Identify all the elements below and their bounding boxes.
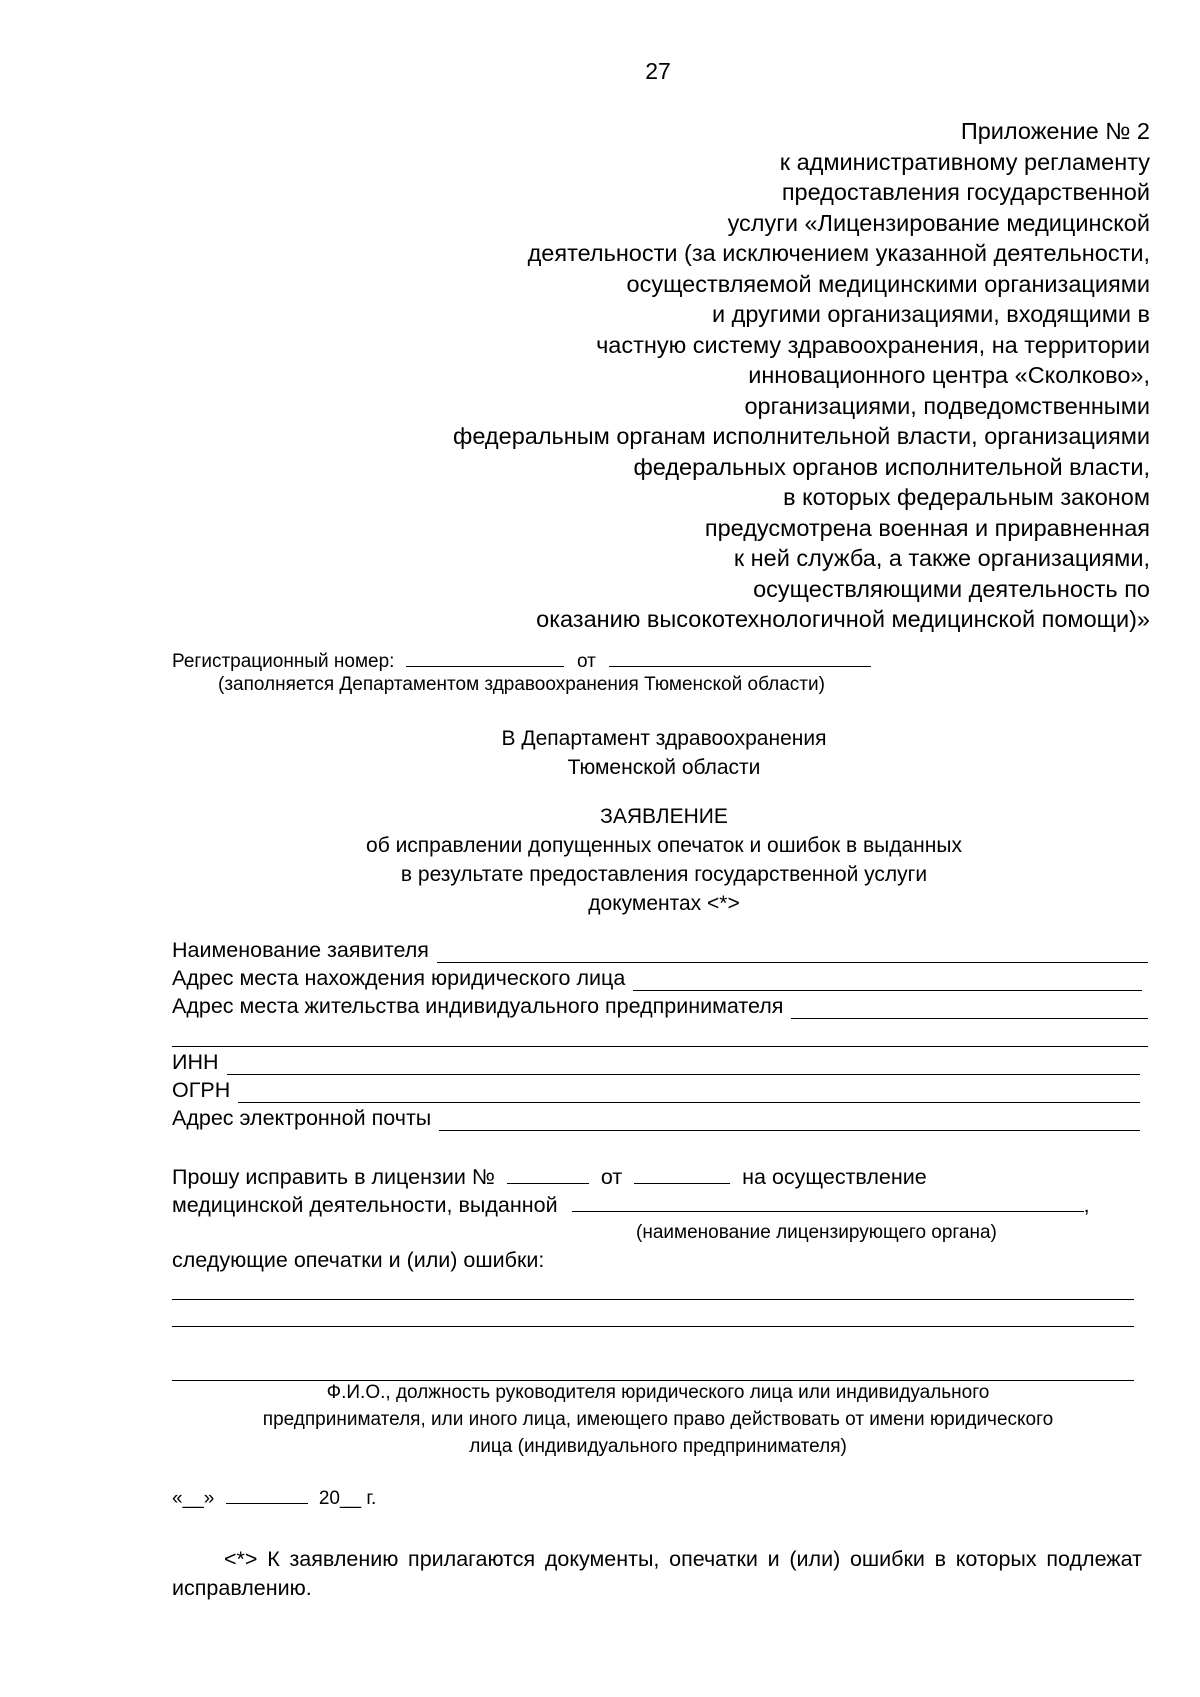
date-month-field[interactable]	[226, 1485, 308, 1504]
date-day[interactable]: «__»	[172, 1488, 215, 1509]
appendix-line: к административному регламенту	[779, 148, 1150, 175]
appendix-line: в которых федеральным законом	[783, 484, 1150, 510]
inn-label: ИНН	[172, 1050, 219, 1074]
appendix-line: к ней служба, а также организациями,	[733, 545, 1150, 571]
inn-row	[172, 1050, 1140, 1075]
comma: ,	[1083, 1193, 1090, 1217]
errors-line-1[interactable]	[172, 1299, 1134, 1300]
footnote: <*> К заявлению прилагаются документы, опечатки и (или) ошибки в которых подлежат исправлению.	[172, 1547, 1142, 1600]
request-line-1	[172, 1165, 927, 1190]
signature-caption	[0, 1379, 1200, 1460]
entrepreneur-address-label: Адрес места жительства индивидуального предпринимателя	[172, 994, 784, 1018]
registration-from-label: от	[576, 651, 596, 672]
email-row	[172, 1106, 1140, 1131]
appendix-header	[250, 116, 1150, 635]
errors-label: следующие опечатки и (или) ошибки:	[172, 1248, 545, 1272]
email-field[interactable]	[439, 1110, 1140, 1131]
signature-caption-line: предпринимателя, или иного лица, имеющего право действовать от имени юридического	[262, 1409, 1054, 1430]
appendix-line: осуществляемой медицинскими организациями	[626, 270, 1150, 297]
request-license-label: Прошу исправить в лицензии №	[172, 1165, 495, 1189]
email-label: Адрес электронной почты	[172, 1106, 432, 1130]
applicant-name-label: Наименование заявителя	[172, 938, 429, 962]
date-year[interactable]: 20__ г.	[318, 1488, 377, 1509]
page-number: 27	[645, 58, 671, 84]
ogrn-row	[172, 1078, 1140, 1103]
registration-hint: (заполняется Департаментом здравоохранения Тюменской области)	[218, 674, 825, 695]
registration-date-field[interactable]	[609, 648, 871, 667]
appendix-line: организациями, подведомственными	[744, 392, 1150, 419]
appendix-line: услуги «Лицензирование медицинской	[727, 209, 1150, 236]
request-line-2	[172, 1193, 1090, 1218]
signature-caption-line: Ф.И.О., должность руководителя юридического лица или индивидуального	[326, 1382, 990, 1403]
license-date-field[interactable]	[634, 1165, 730, 1184]
addressee-line: Тюменской области	[567, 756, 761, 779]
registration-number-field[interactable]	[406, 648, 564, 667]
legal-address-field[interactable]	[633, 970, 1142, 991]
license-number-field[interactable]	[507, 1165, 589, 1184]
legal-address-label: Адрес места нахождения юридического лица	[172, 966, 626, 990]
document-title	[0, 802, 1200, 918]
ogrn-field[interactable]	[238, 1082, 1140, 1103]
appendix-line: Приложение № 2	[960, 118, 1150, 144]
entrepreneur-address-row	[172, 994, 1148, 1019]
request-from-label: от	[600, 1165, 623, 1189]
applicant-name-field[interactable]	[437, 942, 1148, 963]
appendix-line: оказанию высокотехнологичной медицинской помощи)»	[536, 606, 1150, 632]
addressee-line: В Департамент здравоохранения	[501, 727, 827, 750]
date-row	[172, 1485, 376, 1510]
addressee	[0, 724, 1200, 782]
title-heading: ЗАЯВЛЕНИЕ	[600, 805, 728, 828]
issued-by-label: медицинской деятельности, выданной	[172, 1193, 558, 1217]
registration-label: Регистрационный номер:	[172, 651, 395, 672]
authority-hint: (наименование лицензирующего органа)	[636, 1222, 997, 1243]
request-purpose-label: на осуществление	[742, 1165, 927, 1189]
legal-address-row	[172, 966, 1142, 991]
appendix-line: инновационного центра «Сколково»,	[748, 362, 1150, 388]
title-line: об исправлении допущенных опечаток и ошибок в выданных	[366, 834, 962, 857]
entrepreneur-address-field[interactable]	[791, 998, 1148, 1019]
title-line: документах <*>	[588, 892, 740, 915]
appendix-line: предусмотрена военная и приравненная	[704, 514, 1150, 541]
appendix-line: федеральным органам исполнительной власти, организациями	[453, 423, 1150, 449]
appendix-line: деятельности (за исключением указанной деятельности,	[527, 240, 1150, 266]
applicant-name-row	[172, 938, 1148, 963]
licensing-authority-field[interactable]	[572, 1193, 1084, 1212]
appendix-line: федеральных органов исполнительной власти,	[633, 453, 1150, 480]
appendix-line: и другими организациями, входящими в	[711, 301, 1150, 327]
errors-line-2[interactable]	[172, 1326, 1134, 1327]
signature-caption-line: лица (индивидуального предпринимателя)	[469, 1436, 847, 1457]
title-line: в результате предоставления государственной услуги	[400, 863, 928, 886]
appendix-line: осуществляющими деятельность по	[753, 575, 1150, 602]
ogrn-label: ОГРН	[172, 1078, 231, 1102]
registration-number-row	[172, 648, 871, 673]
appendix-line: частную систему здравоохранения, на территории	[596, 331, 1150, 358]
inn-field[interactable]	[227, 1054, 1140, 1075]
appendix-line: предоставления государственной	[781, 179, 1150, 205]
entrepreneur-address-continuation-line[interactable]	[172, 1046, 1148, 1047]
